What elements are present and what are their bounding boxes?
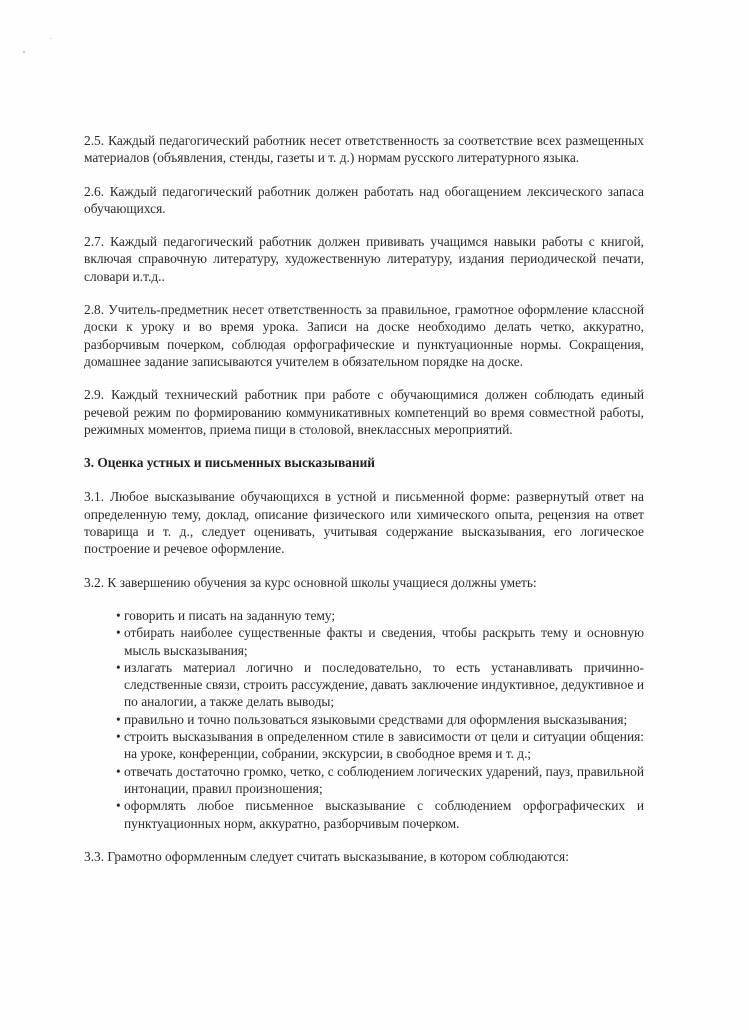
paragraph-2-8: 2.8. Учитель-предметник несет ответственность за правильное, грамотное оформление классной доски к уроку и во время урока. Записи на доске необходимо делать четко, аккуратно, разборчивым почерком, соблюдая орфографические и пунктуационные нормы. Сокращения, домашнее задание записываются учителем в обязательном порядке на доске. [84, 302, 644, 369]
paragraph-2-9: 2.9. Каждый технический работник при работе с обучающимися должен соблюдать единый речевой режим по формированию коммуникативных компетенций во время совместной работы, режимных моментов, приема пищи в столовой, внеклассных мероприятий. [84, 387, 644, 437]
bullet-icon: • [116, 798, 121, 814]
list-item: • говорить и писать на заданную тему; [116, 607, 336, 623]
list-item: • правильно и точно пользоваться языковыми средствами для оформления высказывания; [116, 711, 628, 727]
bullet-icon: • [116, 711, 121, 727]
paragraph-3-2: 3.2. К завершению обучения за курс основной школы учащиеся должны уметь: [84, 574, 537, 590]
paragraph-2-7: 2.7. Каждый педагогический работник должен прививать учащимся навыки работы с книгой, включая справочную литературу, художественную литературу, издания периодической печати, словари и.т.д.. [84, 234, 644, 284]
bullet-icon: • [116, 659, 121, 675]
paragraph-3-3: 3.3. Грамотно оформленным следует считать высказывание, в котором соблюдаются: [84, 848, 569, 864]
paragraph-2-5: 2.5. Каждый педагогический работник несет ответственность за соответствие всех размещенных материалов (объявления, стенды, газеты и т. д.) нормам русского литературного языка. [84, 133, 644, 166]
scan-speck [50, 38, 51, 39]
skills-list [84, 607, 644, 832]
list-item: • строить высказывания в определенном стиле в зависимости от цели и ситуации общения: на уроке, конференции, собрании, экскурсии, в свободное время и т. д.; [116, 729, 644, 762]
scan-speck [23, 51, 25, 53]
document-body [84, 132, 644, 881]
list-item: • излагать материал логично и последовательно, то есть устанавливать причинно-следственные связи, строить рассуждение, давать заключение индуктивное, дедуктивное и по аналогии, а также делать выводы; [116, 659, 644, 710]
paragraph-2-6: 2.6. Каждый педагогический работник должен работать над обогащением лексического запаса обучающихся. [84, 183, 644, 216]
bullet-icon: • [116, 729, 121, 745]
list-item: • отвечать достаточно громко, четко, с соблюдением логических ударений, пауз, правильной интонации, правил произношения; [116, 763, 644, 796]
bullet-icon: • [116, 763, 121, 779]
paragraph-3-1: 3.1. Любое высказывание обучающихся в устной и письменной форме: развернутый ответ на определенную тему, доклад, описание физического или химического опыта, рецензия на ответ товарища и т. д., следует оценивать, учитывая содержание высказывания, его логическое построение и речевое оформление. [84, 489, 644, 557]
bullet-icon: • [116, 625, 121, 641]
list-item: • оформлять любое письменное высказывание с соблюдением орфографических и пунктуационных норм, аккуратно, разборчивым почерком. [116, 798, 644, 831]
bullet-icon: • [116, 607, 121, 623]
section-3-heading: 3. Оценка устных и письменных высказываний [84, 455, 376, 471]
list-item: • отбирать наиболее существенные факты и сведения, чтобы раскрыть тему и основную мысль высказывания; [116, 625, 644, 658]
